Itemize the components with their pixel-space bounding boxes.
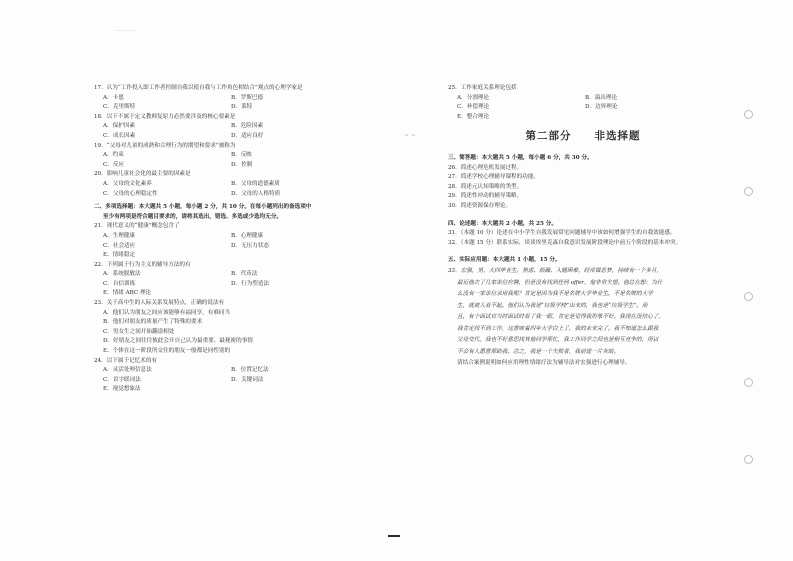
option: C．男女生之间开始翻涂相处: [103, 328, 175, 335]
question-options: [94, 180, 364, 199]
option: B．溢出理论: [585, 94, 618, 101]
option: D．边界理论: [585, 104, 618, 111]
option: A．父母的文化素养: [103, 180, 152, 187]
option: D．控制: [231, 161, 253, 168]
option: D．莱特: [231, 104, 253, 111]
question-options: [94, 366, 364, 385]
question-text: 23．关于高中生的人际关系发展特点，正确的说法有: [94, 300, 225, 307]
case-line: 生，就被人看不起。他们认为我是“垃圾学校”出来的，我也是“垃圾学生”。而: [457, 302, 648, 309]
question-text: 24．以下属于记忆术的有: [94, 357, 158, 364]
binder-hole: [744, 187, 753, 196]
option: E．视觉想象法: [103, 386, 141, 393]
option: A．系统脱敏法: [103, 271, 141, 278]
question-25: 25．工作家庭关系理论包括: [448, 85, 517, 91]
option: B．心理健康: [231, 232, 264, 239]
section-multiple-choice-instructions: 至少有两项是符合题目要求的，请将其选出，错选、多选或少选均无分。: [103, 213, 283, 220]
question-options: [94, 151, 364, 170]
binder-hole: [744, 292, 753, 301]
question-27: 27．简述学校心理辅导课程的功能。: [448, 174, 540, 181]
option: E．情绪 ABC 理论: [103, 290, 152, 297]
option: D．关键词法: [231, 376, 264, 383]
question-text: 21．现代意义的“健康”概念包含了: [94, 223, 180, 230]
case-line: 最近他去了几家单位应聘，但是没有找到任何 offer，他非常失望。他总在想：为什: [457, 279, 663, 286]
question-options: [94, 94, 364, 113]
application-heading: 五、实际应用题：本大题共 1 小题，15 分。: [448, 257, 561, 264]
option: C．成长因素: [103, 132, 136, 139]
question-32: 32．（本题 15 分）联系实际，谈谈埃里克森自我意识发展阶段理论中前五个阶段的基本冲突。: [448, 239, 682, 246]
option: A．约束: [103, 152, 124, 159]
question-text: 17．认为“工作投入即工作者控制自我以使自我与工作角色相结合”观点的心理学家是: [94, 85, 303, 91]
question-text: 22．下列属于行为主义的辅导方法的有: [94, 261, 191, 268]
option: C．父母的心理稳定性: [103, 190, 158, 197]
case-line: 么没有一家单位录用我呢？肯定是因为我不是名牌大学毕业生。不是名牌的大学: [457, 291, 653, 298]
option: B．罗斯巴德: [231, 94, 264, 101]
option: A．保护因素: [103, 123, 136, 130]
question-options: [94, 122, 364, 141]
part-two-title: 第二部分 非选择题: [525, 130, 641, 143]
page-mark: [388, 535, 400, 537]
question-30: 30．简述资源保存理论。: [448, 202, 512, 209]
scan-artifact: [115, 30, 135, 31]
option: C．社会适应: [103, 242, 136, 249]
question-28: 28．简述元认知策略的类型。: [448, 183, 523, 190]
option: C．克里斯特: [103, 104, 136, 111]
short-answer-heading: 三、简答题：本大题共 5 小题，每小题 6 分，共 30 分。: [448, 154, 593, 161]
left-column: [94, 84, 364, 395]
option: A．分割理论: [457, 94, 490, 101]
option: E．情绪稳定: [103, 252, 136, 259]
essay-heading: 四、论述题：本大题共 2 小题，共 25 分。: [448, 220, 557, 227]
option: D．行为塑造法: [231, 280, 270, 287]
question-text: 20．影响儿童社会化的最主要的因素是: [94, 171, 191, 178]
section-multiple-choice-heading: 二、多项选择题：本大题共 5 小题，每小题 2 分，共 10 分。在每小题列出的备选项中: [94, 204, 312, 211]
option: A．灵活处理信息法: [103, 367, 152, 374]
case-prompt: 请结合案例说明如何应用理性情绪疗法为辅导法对宏强进行心理辅导。: [457, 359, 631, 366]
question-26: 26．简述心理危机发展过程。: [448, 164, 523, 171]
option: B．危险因素: [231, 123, 264, 130]
option: C．自信训练: [103, 280, 136, 287]
right-column: [448, 84, 718, 368]
case-line: 我肯定找不到工作，这意味着四年大学白上了，我的未来完了。我不知道怎么跟我: [457, 325, 659, 332]
case-line: 33．宏强，男，大四毕业生，焦虑、烦躁、入睡困难，经常做恶梦，持续有一个多月，: [448, 267, 663, 274]
case-line: 且，有个面试官当时面试时看了我一眼，肯定是觉得我形象不好。我现在没信心了，: [457, 314, 664, 321]
question-text: 19．“父母对儿童的成熟和合理行为的期望和要求”被称为: [94, 142, 236, 149]
case-line: 父母交代。我也不好意思找其他同学帮忙，我工作同学之间也是相互竞争的，所以: [457, 337, 659, 344]
option: E．整合理论: [457, 113, 490, 120]
binder-hole: [744, 455, 753, 464]
option: D．无压力状态: [231, 242, 270, 249]
binder-hole: [744, 378, 753, 387]
option: A．卡恩: [103, 94, 124, 101]
option: D．父母的人格特质: [231, 190, 281, 197]
case-line: 不会有人愿意帮助我。总之，我是一个失败者，我前途一片灰暗。: [457, 349, 620, 356]
option: B．代币法: [231, 271, 258, 278]
question-29: 29．简述性冲动的辅导策略。: [448, 193, 523, 200]
option: D．好朋友之间往往彼此会开自己认为最重要、最秘密的事情: [103, 338, 253, 345]
case-description: [448, 266, 718, 359]
option: C．反应: [103, 161, 125, 168]
option: C．补偿理论: [457, 104, 490, 111]
option: D．适应良好: [231, 132, 264, 139]
question-options: [94, 232, 364, 251]
option: B．父母的道德素质: [231, 180, 280, 187]
option: A．他们认为朋友之间应该能够有福同享，有难同当: [103, 309, 231, 316]
question-text: 18．以下不属于定义教师复原力必然要涉及的核心要素是: [94, 113, 236, 120]
option: B．他们对朋友的质量产生了特殊的要求: [103, 319, 203, 326]
option: B．位置记忆法: [231, 367, 269, 374]
binder-hole: [744, 110, 753, 119]
option: B．反映: [231, 152, 252, 159]
question-options: [94, 270, 364, 289]
question-31: 31．（本题 10 分）论述在中小学生自我发展常见问题辅导中该如何增强学生的自我效能感。: [448, 230, 676, 237]
option: A．生理健康: [103, 232, 136, 239]
scan-mark: ~ ~: [404, 132, 416, 139]
question-25-options: [448, 94, 718, 113]
option: C．首字联词法: [103, 376, 141, 383]
option: E．个体在这一阶段所交往的朋友一般都是同性别的: [103, 348, 231, 355]
